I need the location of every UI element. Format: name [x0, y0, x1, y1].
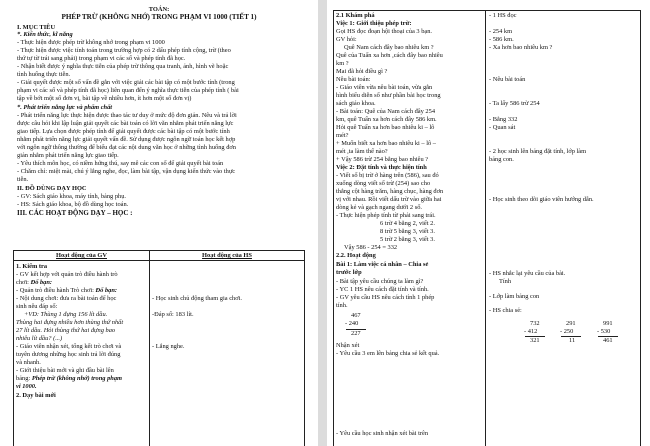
text-line: Mai đã hỏi điều gì ? [336, 68, 388, 75]
text-line: km, quê Tuấn xa hơn cách đây 586 km. [336, 116, 437, 123]
game-name: Đố bạn: [30, 279, 53, 286]
text-line: - Viết số bị trừ ở hàng trên (586), sau đó [336, 172, 439, 179]
step-new-lesson: 2. Dạy bài mới [16, 392, 56, 399]
step-check: 1. Kiểm tra [16, 263, 48, 270]
game-name: Đố bạn: [95, 287, 118, 294]
text-line: xuống dòng viết số trừ (254) sao cho [336, 180, 431, 187]
example-line: +VD: Thùng 1 đựng 156 lít dầu. [24, 311, 108, 318]
student-response: Tính [499, 278, 512, 285]
example-line: Thùng hai đựng nhiều hơn thùng thứ nhất [16, 319, 124, 326]
step-explore: 2.1 Khám phá [336, 12, 375, 19]
text-line: - Bài toán: Quê của Nam cách đây 254 [336, 108, 436, 115]
subtrahend: - 412 [524, 328, 538, 335]
text-line: Quê Nam cách đây bao nhiêu km ? [344, 44, 434, 51]
text-line: + Vậy 586 trừ 254 bằng bao nhiêu ? [336, 156, 429, 163]
result-line: Vậy 586 - 254 = 332 [344, 244, 398, 251]
text-line: - YC 1 HS nêu cách đặt tính và tính. [336, 286, 429, 293]
text-line: Nhận xét [336, 342, 360, 349]
student-response: - Nêu bài toán [489, 76, 526, 83]
minuend: 467 [351, 312, 361, 319]
section-materials: II. ĐỒ DÙNG DẠY HỌC [17, 185, 87, 192]
student-response: - Xa hơn bao nhiêu km ? [489, 44, 553, 51]
difference: 227 [351, 330, 361, 337]
text-line: - GV yêu cầu HS nêu cách tính 1 phép [336, 294, 435, 301]
text-line: mét? [336, 132, 349, 139]
text-line: bảng: Phép trừ (không nhớ) trong phạm [16, 375, 122, 382]
difference: 11 [569, 337, 576, 344]
page-right [327, 0, 650, 446]
example-line: 27 lít dầu. Hỏi thùng thứ hai đựng bao [16, 327, 116, 334]
subtrahend: - 530 [597, 328, 611, 335]
task-2-heading: Việc 2: Đặt tính và thực hiện tính [336, 164, 427, 171]
column-header-teacher: Hoạt động của GV [56, 252, 107, 259]
student-response: - Bằng 332 [489, 116, 518, 123]
text-line: - Giáo viên vừa nêu bài toán, vừa gắn [336, 84, 433, 91]
text-line: - GV: Sách giáo khoa, máy tính, bảng phụ. [17, 193, 127, 200]
text-line: thẳng cột hàng trăm, hàng chục, hàng đơn [336, 188, 444, 195]
text-line: tính. [336, 302, 348, 309]
student-response: - 254 km [489, 28, 513, 35]
lesson-name: vi 1000. [16, 383, 37, 390]
text-line: - Yêu thích môn học, có niềm hứng thú, say mê các con số để giải quyết bài toán [17, 160, 224, 167]
text-line: sinh nêu đáp số: [16, 303, 58, 310]
text-line: được câu hỏi khi lập luận giải quyết các bài toán có lời văn nhằm phát triển năng lực [17, 120, 234, 127]
step-line: 6 trừ 4 bằng 2, viết 2. [380, 220, 435, 227]
text-line: vị với nhau. Rồi viết dấu trừ vào giữa hai [336, 196, 442, 203]
text-line: Hỏi quê Tuấn xa hơn bao nhiêu ki – lô [336, 124, 435, 131]
step-line: 5 trừ 2 bằng 3, viết 3. [380, 236, 435, 243]
student-response: - 2 học sinh lên bảng đặt tính, lớp làm [489, 148, 587, 155]
text-line: hình biểu diễn số như phần bài học trong [336, 92, 441, 99]
text-line: giản nhằm phát triển năng lực giao tiếp. [17, 152, 119, 159]
subsection-competence: *. Phát triển năng lực và phẩm chất [17, 104, 113, 111]
text-line: - Bài tập yêu cầu chúng ta làm gì? [336, 278, 424, 285]
text-line: giao tiếp. Lựa chọn được phép tính để giải quyết được các bài tập có một bước tính [17, 128, 230, 135]
student-response: - Học sinh theo dõi giáo viên hướng dẫn. [489, 196, 594, 203]
section-objectives: I. MỤC TIÊU [17, 24, 56, 31]
lesson-name: Phép trừ (không nhớ) trong phạm [31, 375, 122, 382]
student-response: bảng con. [489, 156, 514, 163]
student-response: - Học sinh chủ động tham gia chơi. [152, 295, 242, 302]
text-line: mét ,ta làm thế nào? [336, 148, 388, 155]
text-line: - Thực hiện được việc tính toán trong trường hợp có 2 dấu phép tính cộng, trừ (theo [17, 47, 231, 54]
text-line: phạm vi các số và phép tính đã học) liên quan đến ý nghĩa thực tiễn của phép tính ( bài [17, 87, 239, 94]
text-line: - HS: Sách giáo khoa, bộ đồ dùng học toán. [17, 201, 129, 208]
text-line: - Giáo viên nhận xét, tổng kết trò chơi và [16, 343, 122, 350]
text-line: - Phát triển năng lực thực hiện được thao tác tư duy ở mức độ đơn giản. Nêu và trả lời [17, 112, 237, 119]
exercise-1-heading: trước lớp [336, 269, 362, 276]
minuend: 732 [530, 320, 540, 327]
student-response: -Đáp số: 183 lít. [152, 311, 194, 318]
student-response: - 1 HS đọc [489, 12, 517, 19]
text-line: km ? [336, 60, 349, 67]
text-line: + Muốn biết xa hơn bao nhiêu ki – lô – [336, 140, 436, 147]
text-line: Quê của Tuấn xa hơn ,cách đây bao nhiêu [336, 52, 443, 59]
text-line: sách giáo khoa. [336, 100, 376, 107]
text-line: - Yêu cầu 3 em lên bảng chia sẻ kết quả. [336, 350, 440, 357]
student-response: - 586 km. [489, 36, 514, 43]
student-response: - HS chia sẻ: [489, 307, 522, 314]
text-line: và nhanh. [16, 359, 41, 366]
subtrahend: - 240 [345, 320, 359, 327]
text-line: tiễn. [17, 176, 29, 183]
text-line: - GV kết hợp với quản trò điều hành trò [16, 271, 118, 278]
text-line: Nêu bài toán: [336, 76, 371, 83]
difference: 321 [530, 337, 540, 344]
text-line: thứ tự từ trái sang phải) trong phạm vi các số và phép tính đã học. [17, 55, 186, 62]
example-line: nhiêu lít dầu? (...) [16, 335, 63, 342]
lesson-title: PHÉP TRỪ (KHÔNG NHỚ) TRONG PHẠM VI 1000 (TIẾT 1) [61, 13, 257, 21]
text-line: - Nhận biết được ý nghĩa thực tiễn của phép trừ thông qua tranh, ảnh, hình vẽ hoặc [17, 63, 229, 70]
text-line: - Nội dung chơi: đưa ra bài toán để học [16, 295, 117, 302]
subject-label: TOÁN: [148, 6, 170, 13]
minuend: 291 [566, 320, 576, 327]
task-1-heading: Việc 1: Giới thiệu phép trừ: [336, 20, 412, 27]
text-line: - Giải quyết được một số vấn đề gắn với việc giải các bài tập có một bước tính (trong [17, 79, 235, 86]
minuend: 991 [603, 320, 613, 327]
student-response: - HS nhắc lại yêu cầu của bài. [489, 270, 566, 277]
text-line: - Thực hiện được phép trừ không nhớ trong phạm vi 1000 [17, 39, 165, 46]
student-response: - Lớp làm bảng con [489, 293, 540, 300]
text-line: dòng kẻ và gạch ngang dưới 2 số. [336, 204, 422, 211]
text-line: - Thực hiện phép tính từ phải sang trái. [336, 212, 436, 219]
text-line: - Chăm chỉ: miệt mài, chú ý lắng nghe, đọc, làm bài tập, vận dụng kiến thức vào thực [17, 168, 236, 175]
step-line: 8 trừ 5 bằng 3, viết 3. [380, 228, 435, 235]
difference: 461 [603, 337, 613, 344]
exercise-1-heading: Bài 1: Làm việc cá nhân – Chia sẻ [336, 261, 429, 268]
subsection-knowledge: *. Kiến thức, kĩ năng [17, 31, 73, 38]
student-response: - Quan sát [489, 124, 516, 131]
text-line: - Giới thiệu bài mới và ghi đầu bài lên [16, 367, 114, 374]
student-response: - Lắng nghe. [152, 343, 185, 350]
section-activities: III. CÁC HOẠT ĐỘNG DẠY – HỌC : [17, 209, 133, 217]
text-line: với ngôn ngữ thông thường để biểu đạt các nội dung văn học ở những tình huống đơn [17, 144, 236, 151]
text-line: Gọi HS đọc đoạn hội thoại của 3 bạn. [336, 28, 433, 35]
page-gap [318, 0, 327, 446]
step-practice: 2.2. Hoạt động [336, 252, 376, 259]
text-line: chơi: Đố bạn: [16, 279, 53, 286]
text-line: tuyên dương những học sinh trả lời đúng [16, 351, 121, 358]
text-line: nhằm phát triển năng lực giải quyết vấn đề. Sử dụng được ngôn ngữ toán học kết hợp [17, 136, 236, 143]
student-response: - Ta lấy 586 trừ 254 [489, 100, 540, 107]
subtrahend: - 250 [560, 328, 574, 335]
text-line: tình huống thực tiễn. [17, 71, 71, 78]
column-header-student: Hoạt động của HS [202, 252, 252, 259]
page-left [0, 0, 318, 446]
text-line: GV hỏi: [336, 36, 357, 43]
text-line: - Quản trò điều hành Trò chơi: Đố bạn: [16, 287, 118, 294]
text-line: tập về bớt một số đơn vị, bài tập về nhiều hơn, ít hơn một số đơn vị) [17, 95, 192, 102]
text-line: - Yêu cầu học sinh nhận xét bài trên [336, 430, 429, 437]
